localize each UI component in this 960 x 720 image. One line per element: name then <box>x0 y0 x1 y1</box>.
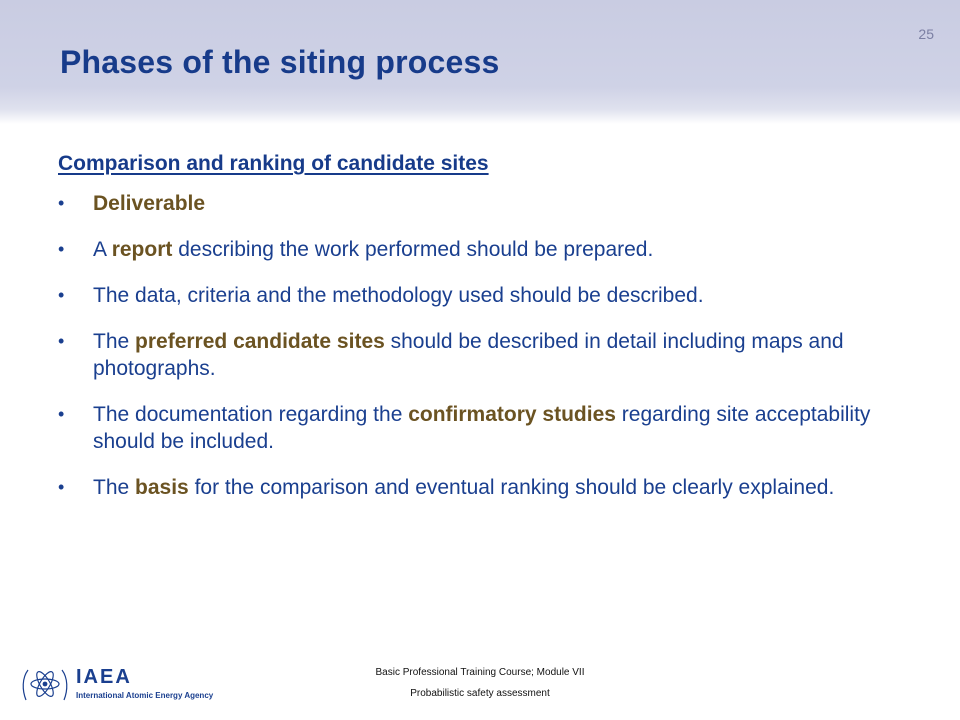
highlighted-term: Deliverable <box>93 192 206 215</box>
highlighted-term: confirmatory studies <box>408 403 616 426</box>
bullet-text-segment: should be described in detail including maps and photographs. <box>93 330 844 380</box>
bullet-text-segment: The documentation regarding the <box>93 403 409 426</box>
bullet-item <box>58 328 918 382</box>
highlighted-term: report <box>111 238 173 261</box>
bullet-text <box>93 476 834 499</box>
bullet-text-segment: regarding site acceptability should be included. <box>93 403 871 453</box>
bullet-item <box>58 282 918 309</box>
bullet-text-segment: The <box>93 330 136 353</box>
bullet-dot-icon: • <box>58 331 65 351</box>
bullet-dot-icon: • <box>58 193 65 213</box>
footer-module-topic: Probabilistic safety assessment <box>410 688 550 699</box>
logo-abbreviation: IAEA <box>76 666 132 688</box>
bullet-item <box>58 236 918 263</box>
bullet-dot-icon: • <box>58 404 65 424</box>
highlighted-term: preferred candidate sites <box>135 330 385 353</box>
section-heading: Comparison and ranking of candidate sites <box>58 152 489 175</box>
bullet-text <box>93 403 870 453</box>
bullet-text <box>93 330 844 380</box>
logo-full-name: International Atomic Energy Agency <box>76 691 214 700</box>
bullet-text-segment: The data, criteria and the methodology used should be described. <box>93 284 704 307</box>
highlighted-term: basis <box>135 476 189 499</box>
bullet-text-segment: A <box>93 238 112 261</box>
bullet-list <box>58 190 918 520</box>
footer <box>0 662 960 704</box>
bullet-text <box>93 192 205 215</box>
bullet-dot-icon: • <box>58 239 65 259</box>
bullet-item <box>58 474 918 501</box>
bullet-text <box>93 238 653 261</box>
bullet-text-segment: describing the work performed should be prepared. <box>172 238 654 261</box>
page-number: 25 <box>918 26 934 42</box>
bullet-dot-icon: • <box>58 477 65 497</box>
bullet-item <box>58 401 918 455</box>
bullet-item <box>58 190 918 217</box>
slide-title: Phases of the siting process <box>60 44 500 80</box>
footer-course: Basic Professional Training Course; Module VII <box>375 667 585 678</box>
bullet-dot-icon: • <box>58 285 65 305</box>
bullet-text <box>93 284 704 307</box>
bullet-text-segment: The <box>93 476 136 499</box>
bullet-text-segment: for the comparison and eventual ranking should be clearly explained. <box>188 476 835 499</box>
